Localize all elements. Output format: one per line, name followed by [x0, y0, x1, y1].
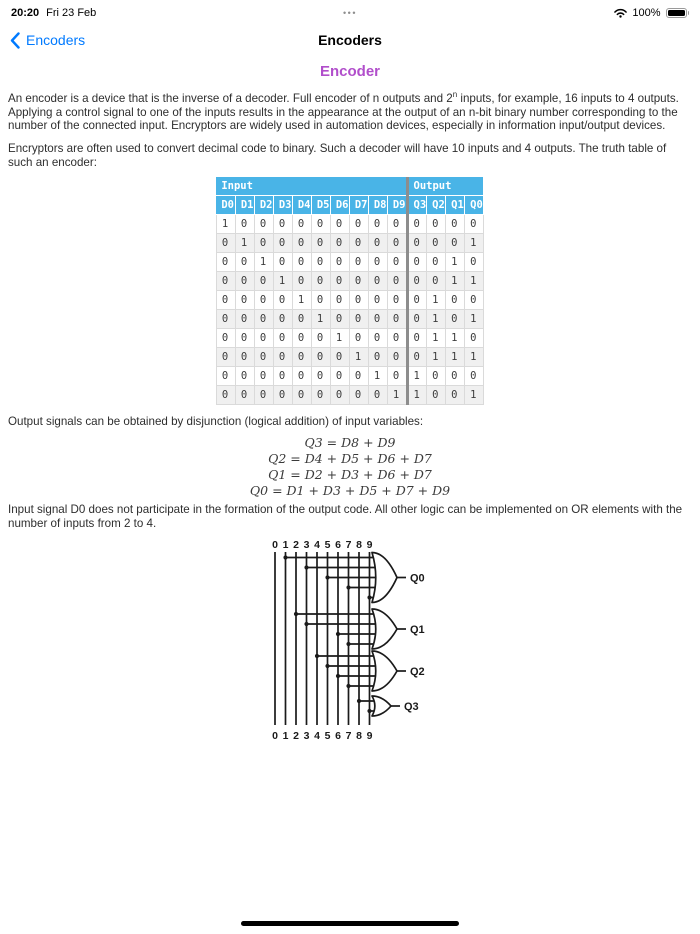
table-cell: 0 [330, 291, 349, 310]
table-cell: 1 [427, 348, 446, 367]
input-line-label-bottom: 7 [345, 729, 352, 742]
table-cell: 0 [216, 310, 235, 329]
table-cell: 1 [235, 234, 254, 253]
table-cell: 0 [292, 253, 311, 272]
table-cell: 0 [427, 272, 446, 291]
table-cell: 0 [330, 215, 349, 234]
table-cell: 0 [387, 348, 407, 367]
input-line-label-top: 2 [293, 538, 299, 551]
table-cell: 0 [427, 253, 446, 272]
paragraph-intro: An encoder is a device that is the inverse of a decoder. Full encoder of n outputs and 2$^n$ inputs, for example, 16 inputs to 4 outputs. Applying a control signal to one of the inputs results in the appearance at the output of an n-bit binary number corresponding to the number of the connected input. Encryptors are widely used in automation devices, especially in information input/output devices. [8, 90, 679, 133]
table-header-cell: D5 [311, 196, 330, 215]
table-cell: 0 [446, 215, 465, 234]
formula-q0: Q0 = D1 + D3 + D5 + D7 + D9 [249, 483, 451, 499]
table-cell: 0 [465, 329, 484, 348]
table-cell: 0 [273, 310, 292, 329]
gate-output-label: Q2 [410, 665, 425, 678]
table-cell: 0 [292, 215, 311, 234]
table-cell: 0 [446, 310, 465, 329]
table-row [216, 234, 483, 253]
table-row [216, 291, 483, 310]
table-cell: 0 [407, 348, 427, 367]
table-row [216, 310, 483, 329]
table-cell: 0 [311, 386, 330, 405]
table-cell: 1 [387, 386, 407, 405]
table-cell: 0 [216, 386, 235, 405]
table-cell: 0 [368, 291, 387, 310]
table-cell: 0 [330, 253, 349, 272]
table-cell: 1 [273, 272, 292, 291]
table-cell: 1 [427, 329, 446, 348]
table-cell: 1 [407, 367, 427, 386]
input-line-label-bottom: 6 [335, 729, 341, 742]
junction-dot [304, 622, 308, 626]
table-cell: 0 [254, 329, 273, 348]
table-cell: 0 [292, 386, 311, 405]
table-cell: 0 [368, 310, 387, 329]
table-cell: 0 [292, 329, 311, 348]
table-cell: 0 [407, 291, 427, 310]
clock-label: 20:20 [11, 7, 40, 19]
table-cell: 0 [427, 215, 446, 234]
input-line-label-top: 9 [366, 538, 373, 551]
table-cell: 0 [446, 234, 465, 253]
table-cell: 0 [292, 367, 311, 386]
table-header-cell: D7 [349, 196, 368, 215]
table-cell: 0 [235, 310, 254, 329]
table-cell: 0 [349, 386, 368, 405]
table-cell: 0 [427, 234, 446, 253]
junction-dot [346, 585, 350, 589]
superscript-n: n [452, 90, 458, 99]
table-cell: 0 [407, 310, 427, 329]
table-row [216, 253, 483, 272]
back-button[interactable] [10, 32, 85, 49]
table-cell: 0 [368, 348, 387, 367]
formula-q2: Q2 = D4 + D5 + D6 + D7 [268, 451, 432, 467]
input-line-label-top: 3 [303, 538, 310, 551]
table-row [216, 348, 483, 367]
truth-table-header [216, 177, 483, 215]
table-cell: 0 [235, 272, 254, 291]
table-cell: 0 [235, 367, 254, 386]
table-cell: 1 [465, 310, 484, 329]
circuit-svg [264, 533, 436, 745]
table-cell: 0 [465, 291, 484, 310]
table-header-cell: Q3 [407, 196, 427, 215]
table-row [216, 272, 483, 291]
input-line-label-top: 8 [356, 538, 362, 551]
table-header-cell: Q1 [446, 196, 465, 215]
table-cell: 0 [387, 234, 407, 253]
table-cell: 0 [216, 234, 235, 253]
table-cell: 0 [292, 272, 311, 291]
table-cell: 0 [311, 215, 330, 234]
table-cell: 0 [273, 386, 292, 405]
table-cell: 0 [235, 215, 254, 234]
table-cell: 0 [446, 367, 465, 386]
table-cell: 0 [349, 291, 368, 310]
table-cell: 0 [368, 329, 387, 348]
table-cell: 0 [349, 367, 368, 386]
table-header-cell: D0 [216, 196, 235, 215]
input-line-label-top: 5 [324, 538, 331, 551]
or-gate [372, 609, 397, 649]
input-line-label-top: 1 [282, 538, 289, 551]
table-cell: 1 [427, 310, 446, 329]
table-cell: 0 [311, 291, 330, 310]
table-cell: 0 [368, 253, 387, 272]
table-cell: 0 [387, 253, 407, 272]
table-cell: 0 [387, 367, 407, 386]
table-cell: 0 [311, 348, 330, 367]
table-cell: 0 [216, 253, 235, 272]
table-cell: 0 [330, 348, 349, 367]
input-line-label-top: 7 [345, 538, 352, 551]
date-label: Fri 23 Feb [46, 7, 97, 19]
table-header-cell: D3 [273, 196, 292, 215]
table-cell: 0 [235, 386, 254, 405]
table-cell: 0 [387, 329, 407, 348]
table-cell: 0 [407, 329, 427, 348]
home-indicator[interactable] [241, 921, 459, 926]
table-cell: 1 [216, 215, 235, 234]
formula-block [0, 435, 700, 499]
paragraph-output-signals: Output signals can be obtained by disjunction (logical addition) of input variables: [8, 415, 424, 429]
table-row [216, 386, 483, 405]
table-cell: 0 [254, 348, 273, 367]
input-line-label-bottom: 2 [293, 729, 299, 742]
table-cell: 1 [465, 348, 484, 367]
table-cell: 0 [368, 272, 387, 291]
table-header-cell: D4 [292, 196, 311, 215]
table-cell: 0 [368, 215, 387, 234]
table-cell: 1 [446, 329, 465, 348]
input-line-label-bottom: 9 [366, 729, 373, 742]
table-cell: 0 [465, 253, 484, 272]
table-cell: 1 [254, 253, 273, 272]
input-line-label-top: 6 [335, 538, 341, 551]
junction-dot [367, 709, 371, 713]
table-cell: 0 [407, 215, 427, 234]
table-cell: 0 [254, 215, 273, 234]
table-header-cell: D1 [235, 196, 254, 215]
table-cell: 0 [235, 348, 254, 367]
input-line-label-top: 4 [314, 538, 320, 551]
junction-dot [325, 575, 329, 579]
table-cell: 0 [311, 253, 330, 272]
table-cell: 0 [407, 272, 427, 291]
table-cell: 0 [427, 367, 446, 386]
table-cell: 0 [292, 234, 311, 253]
table-cell: 0 [446, 291, 465, 310]
table-cell: 0 [254, 234, 273, 253]
article-heading: Encoder [319, 63, 380, 80]
junction-dot [357, 699, 361, 703]
table-cell: 0 [235, 329, 254, 348]
table-cell: 0 [273, 291, 292, 310]
input-line-label-bottom: 0 [272, 729, 278, 742]
content-scroll-area[interactable] [0, 63, 700, 750]
table-cell: 1 [446, 253, 465, 272]
paragraph-d0-note: Input signal D0 does not participate in the formation of the output code. All other logic can be implemented on OR elements with the number of inputs from 2 to 4. [8, 503, 683, 530]
input-line-label-bottom: 8 [356, 729, 362, 742]
input-line-label-bottom: 5 [324, 729, 331, 742]
junction-dot [346, 642, 350, 646]
table-cell: 0 [216, 367, 235, 386]
table-cell: 0 [387, 272, 407, 291]
table-cell: 0 [254, 291, 273, 310]
table-cell: 1 [330, 329, 349, 348]
table-row [216, 367, 483, 386]
chevron-left-icon [10, 32, 20, 49]
table-cell: 0 [330, 310, 349, 329]
table-cell: 0 [349, 234, 368, 253]
gate-output-label: Q3 [404, 700, 419, 713]
junction-dot [367, 595, 371, 599]
table-cell: 0 [292, 310, 311, 329]
table-cell: 0 [427, 386, 446, 405]
multitask-indicator-icon[interactable]: ••• [343, 8, 357, 18]
encoder-circuit-diagram [264, 533, 436, 750]
table-cell: 0 [407, 253, 427, 272]
table-cell: 1 [368, 367, 387, 386]
junction-dot [325, 664, 329, 668]
table-cell: 0 [235, 291, 254, 310]
table-cell: 0 [330, 272, 349, 291]
or-gate [372, 552, 397, 602]
table-cell: 0 [216, 272, 235, 291]
formula-q3: Q3 = D8 + D9 [304, 435, 396, 451]
gate-output-label: Q0 [410, 572, 425, 585]
table-cell: 0 [273, 367, 292, 386]
junction-dot [346, 684, 350, 688]
navigation-bar [0, 24, 700, 56]
table-row [216, 215, 483, 234]
or-gate [372, 651, 397, 691]
table-cell: 0 [273, 348, 292, 367]
table-cell: 1 [465, 272, 484, 291]
formula-q1: Q1 = D2 + D3 + D6 + D7 [268, 467, 432, 483]
table-cell: 0 [387, 310, 407, 329]
table-cell: 0 [330, 367, 349, 386]
truth-table-body [216, 215, 483, 405]
table-cell: 0 [311, 367, 330, 386]
junction-dot [336, 674, 340, 678]
page-title: Encoders [318, 32, 382, 48]
table-cell: 0 [368, 386, 387, 405]
truth-table [216, 177, 484, 406]
table-header-cell: D2 [254, 196, 273, 215]
table-cell: 0 [273, 234, 292, 253]
paragraph-decimal-to-binary: Encryptors are often used to convert decimal code to binary. Such a decoder will have 10 inputs and 4 outputs. The truth table of such an encoder: [8, 142, 667, 170]
table-row [216, 329, 483, 348]
table-cell: 0 [311, 272, 330, 291]
status-bar [0, 0, 700, 24]
table-cell: 0 [368, 234, 387, 253]
table-cell: 0 [349, 215, 368, 234]
table-cell: 0 [330, 386, 349, 405]
junction-dot [304, 565, 308, 569]
table-header-cell: D8 [368, 196, 387, 215]
table-cell: 1 [427, 291, 446, 310]
table-cell: 0 [254, 310, 273, 329]
table-cell: 0 [311, 329, 330, 348]
gate-output-label: Q1 [410, 623, 425, 636]
back-button-label: Encoders [26, 32, 86, 48]
table-cell: 0 [311, 234, 330, 253]
table-cell: 0 [349, 329, 368, 348]
table-cell: 1 [465, 234, 484, 253]
table-cell: 0 [446, 386, 465, 405]
table-cell: 1 [311, 310, 330, 329]
table-cell: 0 [387, 215, 407, 234]
table-cell: 0 [349, 272, 368, 291]
input-line-label-bottom: 3 [303, 729, 310, 742]
junction-dot [294, 612, 298, 616]
table-cell: 0 [273, 253, 292, 272]
table-header-cell: Q0 [465, 196, 484, 215]
table-header-cell: D9 [387, 196, 407, 215]
table-cell: 1 [349, 348, 368, 367]
table-cell: 0 [254, 386, 273, 405]
table-cell: 1 [292, 291, 311, 310]
table-cell: 0 [235, 253, 254, 272]
table-cell: 1 [465, 386, 484, 405]
table-cell: 0 [349, 310, 368, 329]
table-cell: 0 [254, 272, 273, 291]
table-cell: 0 [465, 215, 484, 234]
table-header-cell: D6 [330, 196, 349, 215]
table-section-header-input: Input [216, 177, 407, 196]
table-cell: 0 [349, 253, 368, 272]
input-line-label-top: 0 [272, 538, 278, 551]
table-cell: 1 [446, 348, 465, 367]
table-cell: 0 [273, 215, 292, 234]
table-cell: 0 [273, 329, 292, 348]
table-header-cell: Q2 [427, 196, 446, 215]
table-cell: 0 [292, 348, 311, 367]
battery-percent-label: 100% [632, 7, 661, 19]
table-cell: 0 [465, 367, 484, 386]
or-gate [372, 696, 391, 716]
table-cell: 0 [216, 291, 235, 310]
table-cell: 1 [407, 386, 427, 405]
table-cell: 0 [254, 367, 273, 386]
input-line-label-bottom: 4 [314, 729, 320, 742]
table-section-header-output: Output [407, 177, 484, 196]
table-cell: 0 [387, 291, 407, 310]
junction-dot [315, 654, 319, 658]
input-line-label-bottom: 1 [282, 729, 289, 742]
junction-dot [336, 632, 340, 636]
table-cell: 0 [407, 234, 427, 253]
table-cell: 0 [216, 329, 235, 348]
junction-dot [283, 555, 287, 559]
table-cell: 0 [216, 348, 235, 367]
table-cell: 1 [446, 272, 465, 291]
table-cell: 0 [330, 234, 349, 253]
